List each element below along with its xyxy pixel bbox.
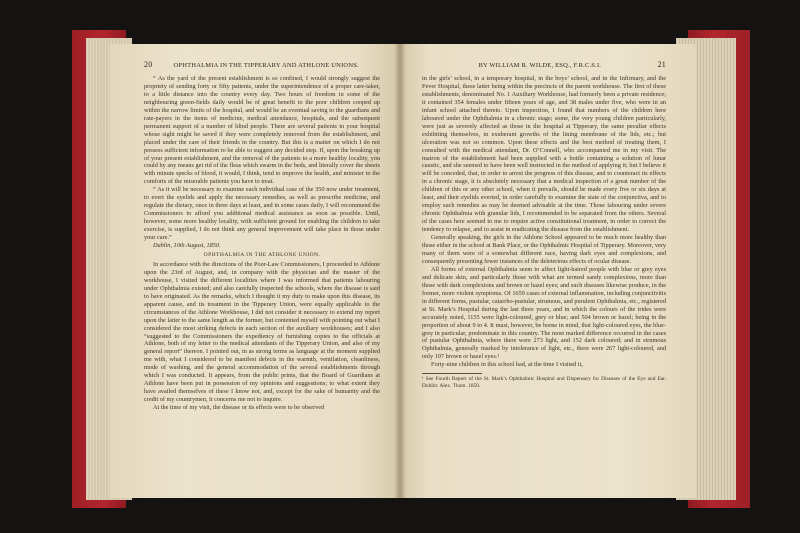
left-body-text (144, 75, 380, 412)
paragraph: “ As it will be necessary to examine each individual case of the 350 now under treatment, to evert the eyelids and apply the necessary remedies, as well as prescribe medicine, and regulate the dietary, once in three days at least, and in some cases daily, I will recommend the Commissioners to afford you additional medical assistance as soon as possible. Until, however, some more healthy locality, with sufficient ground for enabling the children to take exercise, is supplied, I do not think any general improvement will take place in those under your care.” (144, 186, 380, 242)
left-running-title: OPHTHALMIA IN THE TIPPERARY AND ATHLONE UNIONS. (173, 62, 359, 69)
right-running-head (422, 60, 666, 69)
right-page (400, 44, 696, 498)
footnote: ¹ See Fourth Report of the St. Mark’s Ophthalmic Hospital and Dispensary for Diseases of the Eye and Ear. Dublin: Alex. Thom. 1850. (422, 376, 666, 389)
paragraph: In accordance with the directions of the Poor-Law Commissioners, I proceeded to Athlone upon the 23rd of August, and, in company with the physician and the master of the workhouse, I visited the different localities where I was informed that patients labouring under Ophthalmia existed; and also carefully inspected the schools, where the disease is said to have originated. As the remarks, which I thought it my duty to make upon this disease, its apparent cause, and its treatment in the Tipperary Union, were equally applicable to the circumstances of the Athlone Workhouse, I did not consider it necessary to extend my report upon the latter to the same length as the former, but contented myself with pointing out what I considered the most striking defects in each section of the auxiliary workhouses; and I also “suggested to the Commissioners the expediency of furnishing copies to the officials at Athlone, both of my letter to the medical attendants of the Tipperary Union, and also of my general report” thereon. I pointed out, in as strong terms as language at the moment supplied me with, what I considered to be manifest defects in the warmth, ventilation, cleanliness, mode of washing, and the general accommodation of the several establishments through which I was conducted. It appears, from the public prints, that the Board of Guardians at Athlone have been put in possession of my opinions and suggestions; to what extent they have availed themselves of these I know not, and, except for the sake of humanity and the credit of my countrymen, it concerns me not to inquire. (144, 260, 380, 404)
paragraph: Forty-nine children in this school had, at the time I visited it, (431, 361, 583, 369)
footnote-divider (422, 373, 482, 374)
section-heading: OPHTHALMIA IN THE ATHLONE UNION. (203, 251, 321, 258)
paragraph: All forms of external Ophthalmia seem to affect light-haired people with blue or grey eyes and delicate skin, and particularly those with what are termed sandy complexions, more than those with dark complexions and brown or hazel eyes; and such diseases likewise produce, in the former, more violent symptoms. Of 1659 cases of external inflammation, including conjunctivitis in different forms, pustular, catarrho-pustular, strumous, and purulent Ophthalmia, etc., registered at St. Mark’s Hospital during the last three years, and in which the colours of the irides were accurately noted, 1155 were light-coloured, grey or blue; and 504 brown or hazel; being in the proportion of about 9 to 4. It must, however, be borne in mind, that light-coloured eyes, the blue-grey in particular, predominate in this country. The most marked difference occurred in the cases of pustular Ophthalmia, where there were 273 light, and 152 dark coloured; and in strumous Ophthalmia, generally marked by intolerance of light, etc., there were 267 light-coloured, and only 107 brown or hazel eyes.¹ (422, 265, 666, 361)
left-page-number: 20 (144, 60, 153, 69)
right-running-title: BY WILLIAM R. WILDE, ESQ., F.R.C.S.I. (478, 62, 602, 69)
right-body-text (422, 75, 666, 369)
paragraph: At the time of my visit, the disease or its effects were to be observed (153, 404, 325, 412)
paragraph: in the girls’ school, in a temporary hospital, in the boys’ school, and in the Infirmary, and the Fever Hospital, these latter being within the precincts of the parent workhouse. The first of these establishments, denominated No. 1 Auxiliary Workhouse, had formerly been a private residence; it contained 354 females under fifteen years of age, and 38 males under five, who were in an infant school attached thereto. Upon inspection, I found that numbers of the children here laboured under the Ophthalmia in a chronic stage; some, the very young children particularly, were just as severely affected as those in the hospital at Tipperary, the same peculiar effects exhibiting themselves, in exuberant growths of the lining membrane of the lids, etc.; but ulceration was not so common. Upon these effects and the best method of treating them, I consulted with the medical attendant, Dr. O’Connell, who accompanied me in my visit. The matron of the establishment had been supplied with a bottle containing a solution of lunar caustic, and she seemed to have been well instructed in the method of applying it; but I believe it will be conceded, that, in order to arrest the progress of this disease, and to counteract its effects in a chronic stage, it is absolutely necessary that a medical inspection of a great number of the children of this or any other school, when it prevails, should be made every five or six days at least, and their eyelids everted, in order carefully to examine the state of the conjunctiva, and to employ such remedies as may be deemed advisable at the time. Those labouring under severe chronic Ophthalmia with granular lids, I recommended to be separated from the others. Several of the cases here seemed to me to require active constitutional treatment, in order to correct the tendency to relapse, and to assist in eradicating the disease from the establishment. (422, 75, 666, 234)
left-page (110, 44, 400, 498)
book-gutter (394, 44, 406, 498)
left-running-head (144, 60, 380, 69)
letter-signature: Dublin, 10th August, 1850. (153, 242, 221, 250)
paragraph: Generally speaking, the girls in the Athlone School appeared to be much more healthy than those either in the school at Bank Place, or the Ophthalmic Hospital of Tipperary. Moreover, very many of them were of a somewhat different race, having dark eyes and complexions, and consequently presenting fewer instances of the deleterious effects of ocular disease. (422, 234, 666, 265)
right-page-number: 21 (657, 60, 666, 69)
paragraph: “ As the yard of the present establishment is so confined, I would strongly suggest the propriety of sending forty or fifty patients, under the superintendence of a proper care-taker, to a little distance into the country every day. Two hours of freedom in some of the neighbouring green-fields daily would be of great benefit to the poor children cooped up within the narrow limits of the hospital, and would be an eventual saving to the guardians and rate-payers in the items of medicine, medical attendance, hospitals, and the subsequent permanent support of a number of blind people. There are several patients in your hospital whose sight might be saved if they were completely removed from the establishment, and placed under the care of their friends in the country. But this is a matter on which I do not possess sufficient information to be able to suggest any decided step. If, upon the breaking up of your present establishment, and the removal of the patients to a more healthy locality, you could by any means get rid of the fleas which swarm in the beds, and literally cover the sheets with minute specks of blood, it would, I think, tend to improve the health, and minister to the comforts of the miserable patients you have to treat. (144, 75, 380, 186)
